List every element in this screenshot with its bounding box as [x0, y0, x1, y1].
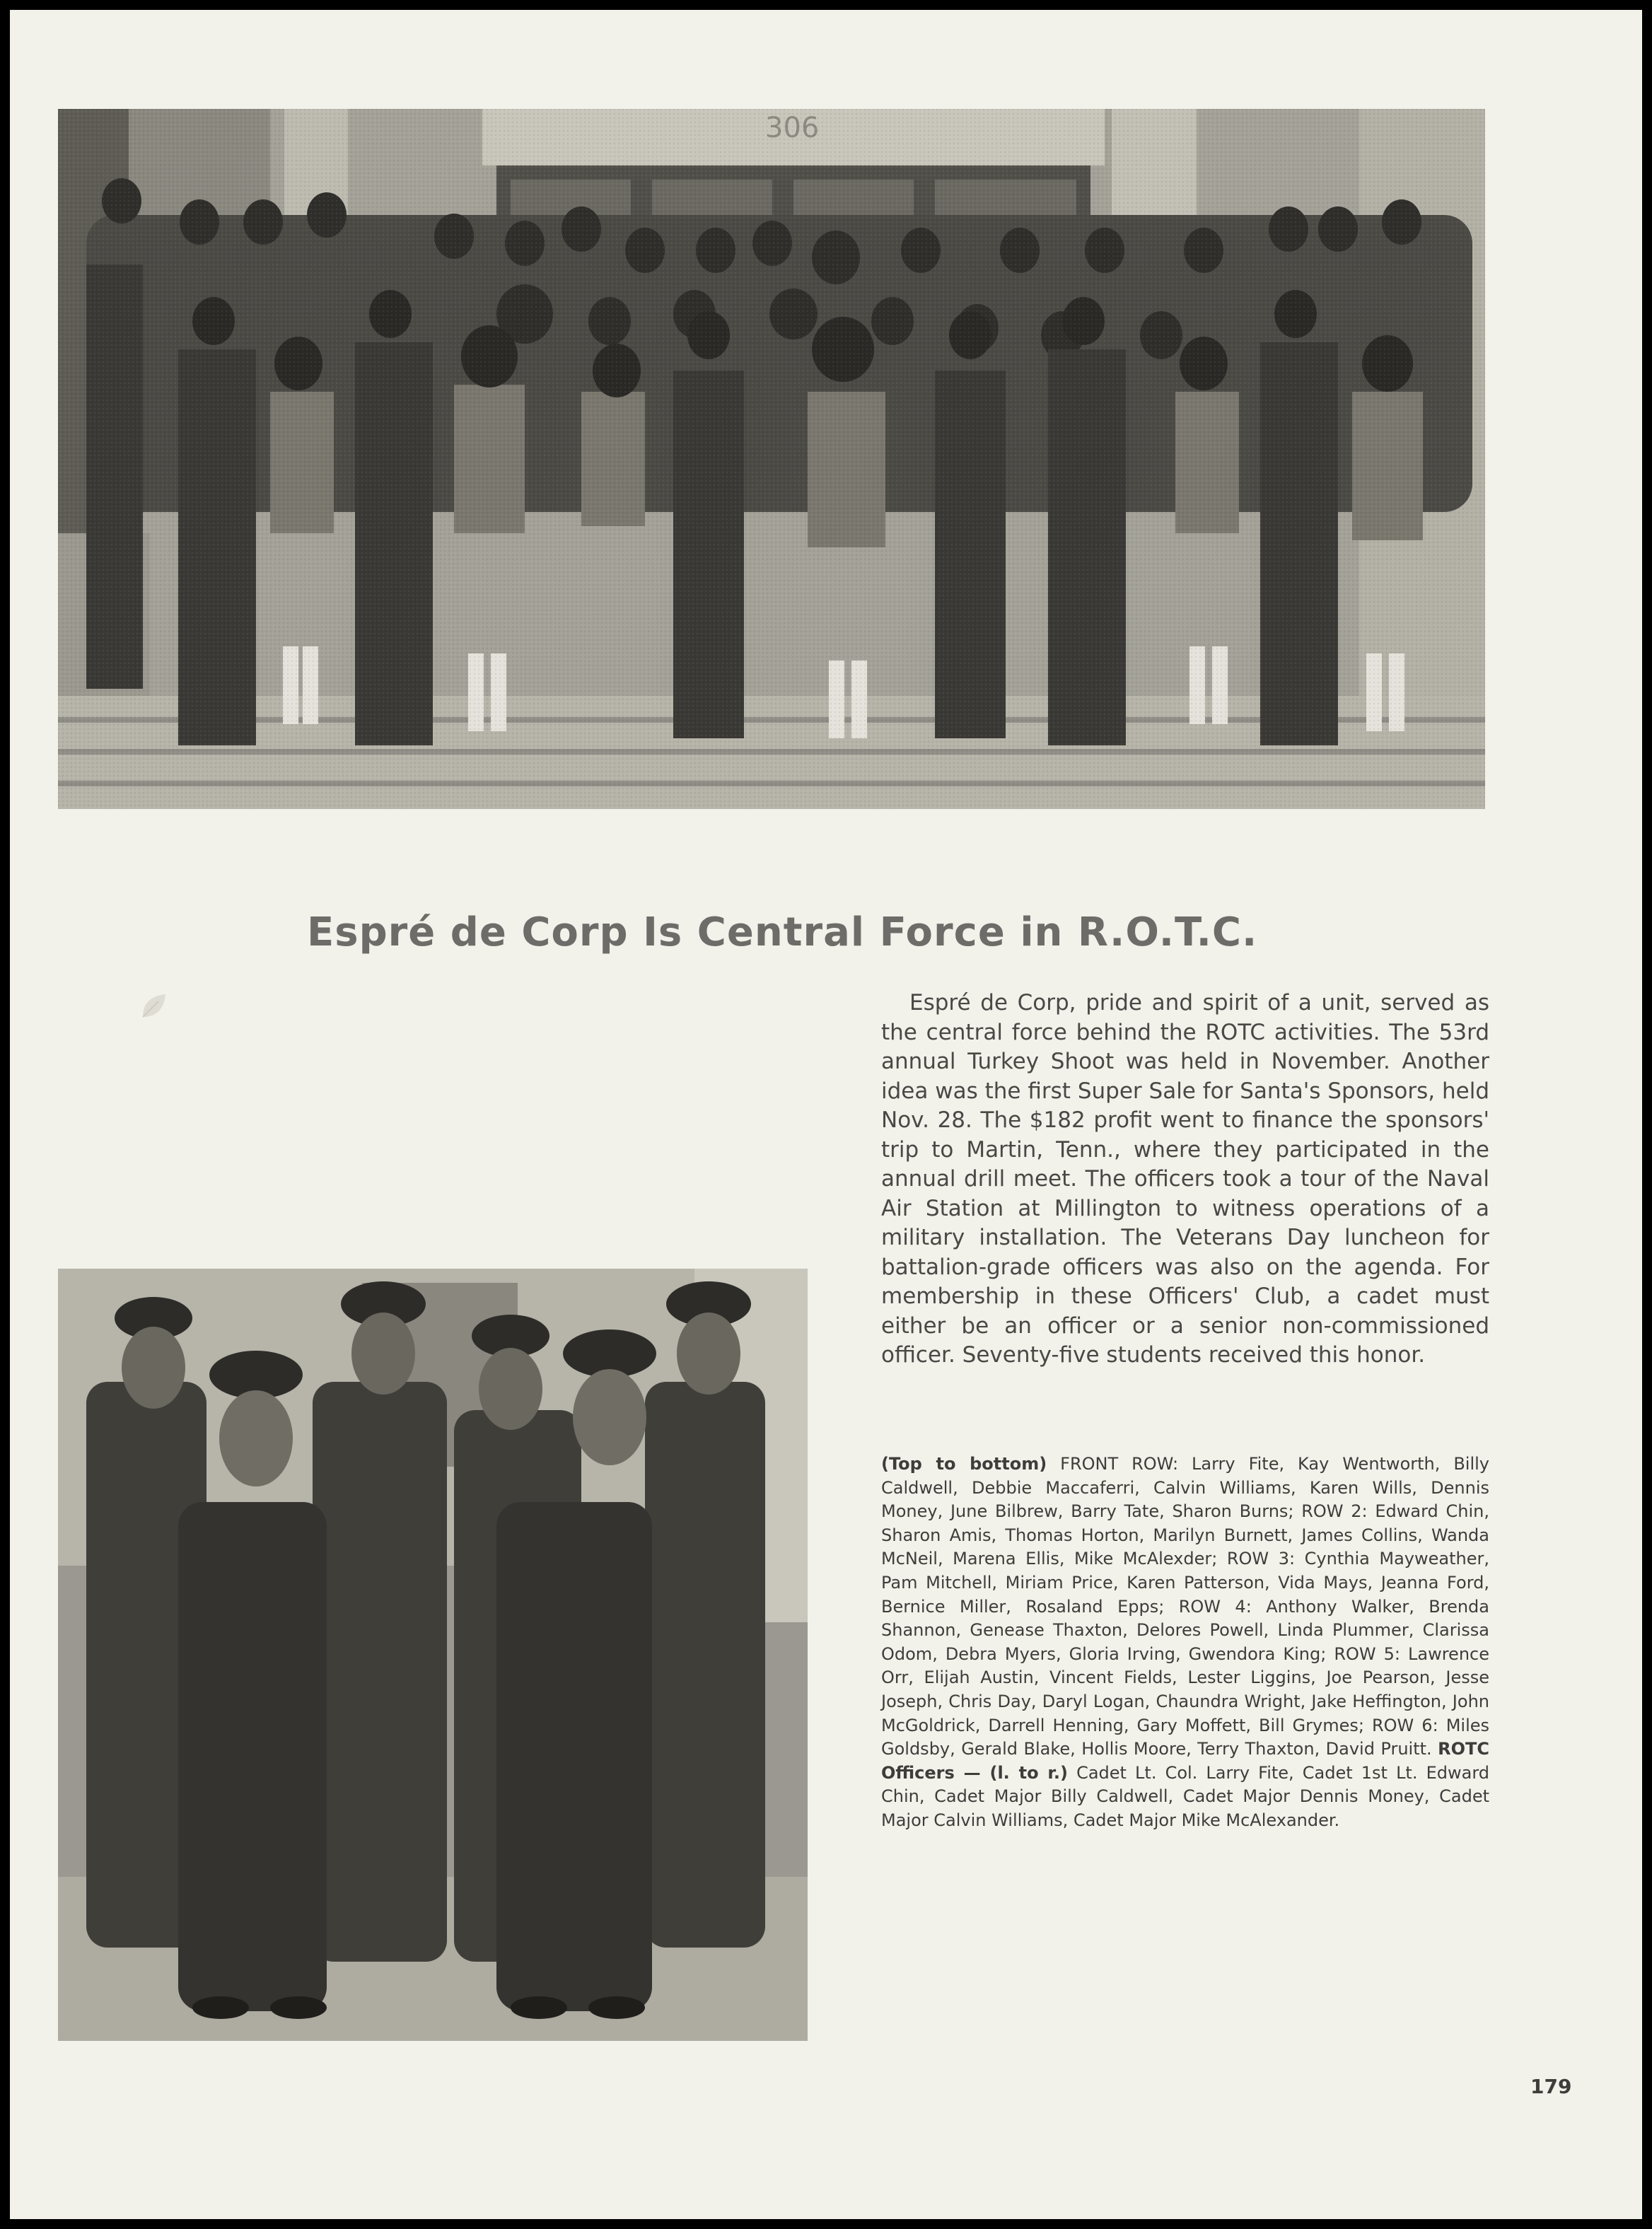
page-number: 179	[1530, 2075, 1572, 2098]
leaf-icon	[137, 990, 170, 1023]
caption-rows: FRONT ROW: Larry Fite, Kay Wentworth, Billy Caldwell, Debbie Maccaferri, Calvin Williams, Karen Wills, Dennis Money, June Bilbrew, Barry Tate, Sharon Burns; ROW 2: Edward Chin, Sharon Amis, Thomas Horton, Marilyn Burnett, James Collins, Wanda McNeil, Marena Ellis, Mike McAlexder; ROW 3: Cynthia Mayweather, Pam Mitchell, Miriam Price, Karen Patterson, Vida Mays, Jeanna Ford, Bernice Miller, Rosaland Epps; ROW 4: Anthony Walker, Brenda Shannon, Genease Thaxton, Delores Powell, Linda Plummer, Clarissa Odom, Debra Myers, Gloria Irving, Gwendora King; ROW 5: Lawrence Orr, Elijah Austin, Vincent Fields, Lester Liggins, Joe Pearson, Jesse Joseph, Chris Day, Daryl Logan, Chaundra Wright, Jake Heffington, John McGoldrick, Darrell Henning, Gary Moffett, Bill Grymes; ROW 6: Miles Goldsby, Gerald Blake, Hollis Moore, Terry Thaxton, David Pruitt.	[881, 1454, 1489, 1759]
article-headline: Espré de Corp Is Central Force in R.O.T.C.	[307, 909, 1258, 955]
caption-officers-label: ROTC Officers — (l. to r.)	[881, 1739, 1489, 1783]
officers-photo	[58, 1269, 808, 2041]
yearbook-page	[10, 10, 1642, 2219]
photo-caption	[881, 1453, 1489, 1833]
article-body: Espré de Corp, pride and spirit of a unit, served as the central force behind the ROTC activities. The 53rd annual Turkey Shoot was held in November. Another idea was the first Super Sale for Santa's Sponsors, held Nov. 28. The $182 profit went to finance the sponsors' trip to Martin, Tenn., where they participated in the annual drill meet. The officers took a tour of the Naval Air Station at Millington to witness operations of a military installation. The Veterans Day luncheon for battalion-grade officers was also on the agenda. For membership in these Officers' Club, a cadet must either be an officer or a senior non-commissioned officer. Seventy-five students received this honor.	[881, 990, 1489, 1368]
caption-lead: (Top to bottom)	[881, 1454, 1047, 1474]
caption-officers: Cadet Lt. Col. Larry Fite, Cadet 1st Lt. Edward Chin, Cadet Major Billy Caldwell, Cadet Major Dennis Money, Cadet Major Calvin Williams, Cadet Major Mike McAlexander.	[881, 1762, 1489, 1830]
group-photo	[58, 109, 1485, 809]
